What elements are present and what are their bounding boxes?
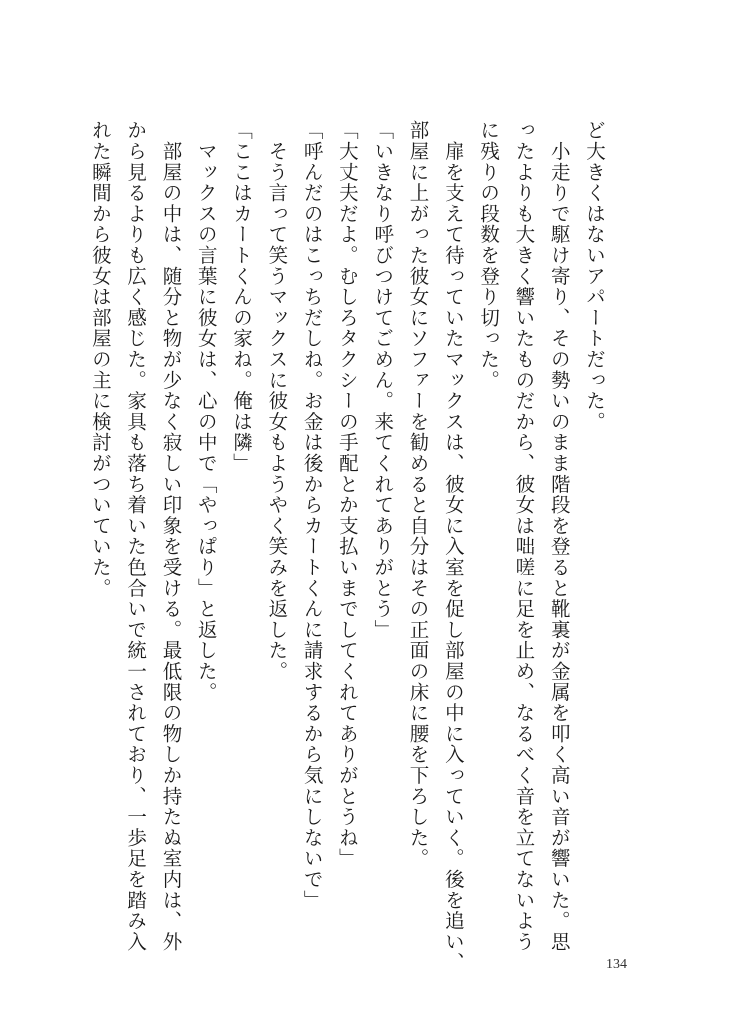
- text-line: 「いきなり呼びつけてごめん。来てくれてありがとう」: [371, 120, 395, 640]
- text-line: に残りの段数を登り切った。: [477, 120, 501, 391]
- text-line: マックスの言葉に彼女は、心の中で「やっぱり」と返した。: [194, 120, 218, 703]
- text-line: から見るよりも広く感じた。家具も落ち着いた色合いで統一されており、一歩足を踏み入: [124, 120, 148, 952]
- text-line: 「ここはカートくんの家ね。俺は隣」: [230, 120, 254, 474]
- text-line: そう言って笑うマックスに彼女もようやく笑みを返した。: [265, 120, 289, 682]
- text-line: 「呼んだのはこっちだしね。お金は後からカートくんに請求するから気にしないで」: [300, 120, 324, 911]
- vertical-text-body: [83, 120, 612, 973]
- text-line: 「大丈夫だよ。むしろタクシーの手配とか支払いまでしてくれてありがとうね」: [335, 120, 359, 869]
- text-line: ど大きくはないアパートだった。: [583, 120, 606, 432]
- text-line: ったよりも大きく響いたものだから、彼女は咄嗟に足を止め、なるべく音を立てないよう: [512, 120, 536, 952]
- text-line: 部屋に上がった彼女にソファーを勧めると自分はその正面の床に腰を下ろした。: [406, 120, 430, 869]
- text-line: 小走りで駆け寄り、その勢いのまま階段を登ると靴裏が金属を叩く高い音が響いた。思: [547, 120, 571, 952]
- text-line: 扉を支えて待っていたマックスは、彼女に入室を促し部屋の中に入っていく。後を追い、: [441, 120, 465, 973]
- text-line: 部屋の中は、随分と物が少なく寂しい印象を受ける。最低限の物しか持たぬ室内は、外: [159, 120, 183, 952]
- text-line: れた瞬間から彼女は部屋の主に検討がついていた。: [88, 120, 112, 599]
- page-number: 134: [606, 957, 627, 972]
